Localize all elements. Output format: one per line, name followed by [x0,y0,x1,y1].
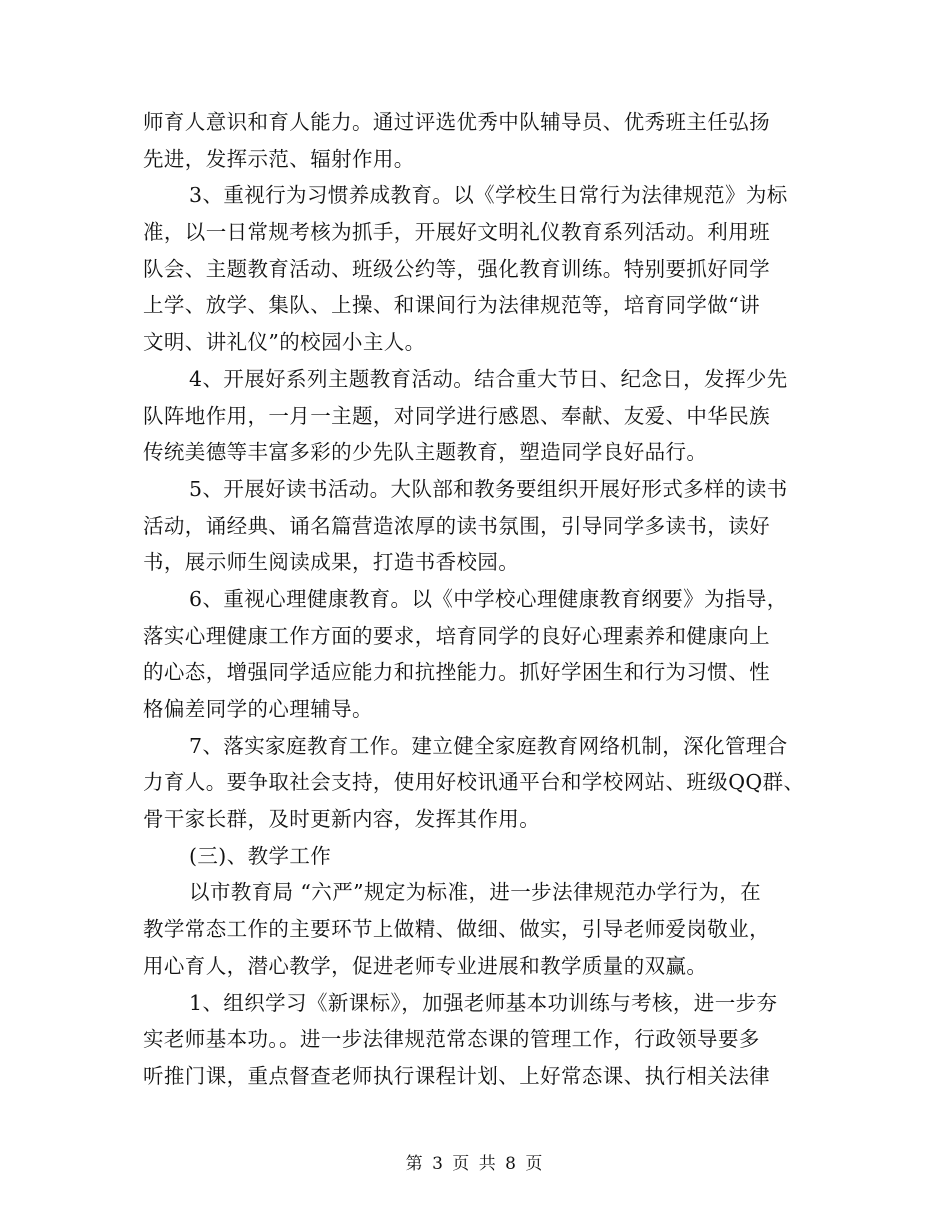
text-line: 实老师基本功。。进一步法律规范常态课的管理工作，行政领导要多 [143,1027,760,1052]
text-line: 1、组织学习《新课标》，加强老师基本功训练与考核，进一步夯 [189,990,778,1015]
text-line: 以市教育局 “六严”规定为标准，进一步法律规范办学行为，在 [189,880,762,905]
text-line: 队会、主题教育活动、班级公约等，强化教育训练。特别要抓好同学 [143,256,770,281]
section-heading: (三)、教学工作 [189,843,332,868]
text-line: 5、开展好读书活动。大队部和教务要组织开展好形式多样的读书 [189,476,788,501]
text-line: 用心育人，潜心教学，促进老师专业进展和教学质量的双赢。 [143,953,708,978]
text-line: 格偏差同学的心理辅导。 [143,697,373,721]
text-line: 教学常态工作的主要环节上做精、做细、做实，引导老师爱岗敬业， [143,917,770,942]
text-line: 3、重视行为习惯养成教育。以《学校生日常行为法律规范》为标 [189,183,788,208]
text-line: 的心态，增强同学适应能力和抗挫能力。抓好学困生和行为习惯、性 [143,660,770,685]
text-line: 准，以一日常规考核为抓手，开展好文明礼仪教育系列活动。利用班 [143,220,770,245]
text-line: 师育人意识和育人能力。通过评选优秀中队辅导员、优秀班主任弘扬 [143,110,770,134]
text-line: 传统美德等丰富多彩的少先队主题教育，塑造同学良好品行。 [143,440,708,465]
text-line: 4、开展好系列主题教育活动。结合重大节日、纪念日，发挥少先 [189,366,788,391]
text-line: 落实心理健康工作方面的要求，培育同学的良好心理素养和健康向上 [143,623,770,648]
text-line: 先进，发挥示范、辐射作用。 [143,146,415,171]
text-line: 活动，诵经典、诵名篇营造浓厚的读书氛围，引导同学多读书，读好 [143,513,770,538]
text-line: 骨干家长群，及时更新内容，发挥其作用。 [143,807,541,832]
text-line: 7、落实家庭教育工作。建立健全家庭教育网络机制，深化管理合 [189,733,788,758]
text-line: 听推门课，重点督查老师执行课程计划、上好常态课、执行相关法律 [143,1063,770,1088]
body-text [143,104,813,1095]
text-line: 力育人。要争取社会支持，使用好校讯通平台和学校网站、班级QQ群、 [143,770,805,795]
text-line: 6、重视心理健康教育。以《中学校心理健康教育纲要》为指导， [189,586,788,611]
text-line: 上学、放学、集队、上操、和课间行为法律规范等，培育同学做“讲 [143,293,760,318]
page-footer: 第 3 页 共 8 页 [405,1154,545,1174]
text-line: 队阵地作用，一月一主题，对同学进行感恩、奉献、友爱、中华民族 [143,403,770,428]
text-line: 书，展示师生阅读成果，打造书香校园。 [143,550,520,575]
text-line: 文明、讲礼仪”的校园小主人。 [143,330,426,355]
